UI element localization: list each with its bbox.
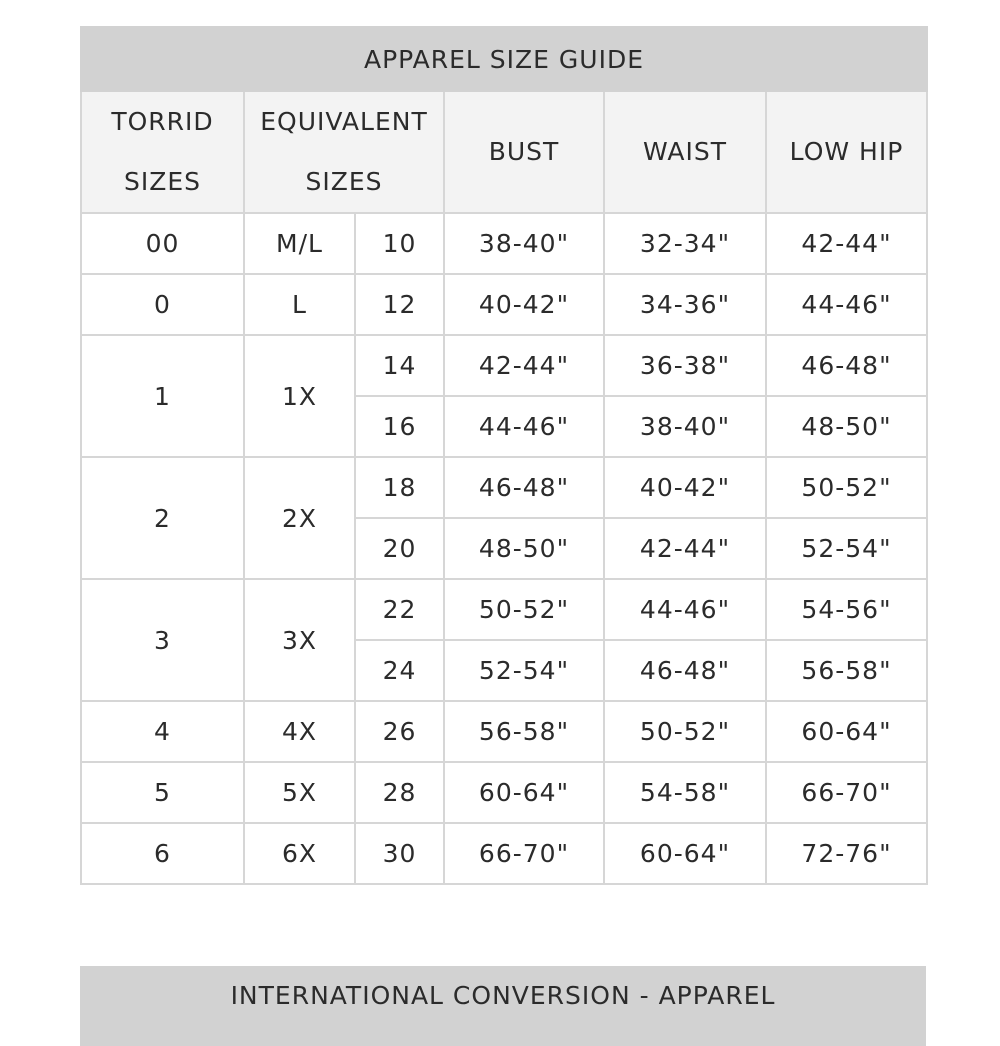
table-row bbox=[81, 213, 927, 274]
waist-cell: 50-52" bbox=[604, 701, 766, 762]
equivalent-letter-cell: 5X bbox=[244, 762, 355, 823]
bust-cell: 48-50" bbox=[444, 518, 604, 579]
table-row bbox=[81, 274, 927, 335]
bust-cell: 38-40" bbox=[444, 213, 604, 274]
international-conversion-banner: INTERNATIONAL CONVERSION - APPAREL bbox=[80, 966, 926, 1046]
header-torrid-sizes: TORRID SIZES bbox=[81, 91, 244, 213]
waist-cell: 42-44" bbox=[604, 518, 766, 579]
header-low-hip: LOW HIP bbox=[766, 91, 927, 213]
waist-cell: 44-46" bbox=[604, 579, 766, 640]
bust-cell: 42-44" bbox=[444, 335, 604, 396]
equivalent-number-cell: 12 bbox=[355, 274, 444, 335]
waist-cell: 32-34" bbox=[604, 213, 766, 274]
table-row bbox=[81, 762, 927, 823]
bust-cell: 60-64" bbox=[444, 762, 604, 823]
bust-cell: 52-54" bbox=[444, 640, 604, 701]
bust-cell: 50-52" bbox=[444, 579, 604, 640]
waist-cell: 60-64" bbox=[604, 823, 766, 884]
low-hip-cell: 52-54" bbox=[766, 518, 927, 579]
waist-cell: 46-48" bbox=[604, 640, 766, 701]
torrid-size-cell: 6 bbox=[81, 823, 244, 884]
low-hip-cell: 46-48" bbox=[766, 335, 927, 396]
waist-cell: 40-42" bbox=[604, 457, 766, 518]
table-header-row bbox=[81, 91, 927, 213]
low-hip-cell: 54-56" bbox=[766, 579, 927, 640]
equivalent-letter-cell: 4X bbox=[244, 701, 355, 762]
low-hip-cell: 72-76" bbox=[766, 823, 927, 884]
low-hip-cell: 60-64" bbox=[766, 701, 927, 762]
bust-cell: 40-42" bbox=[444, 274, 604, 335]
equivalent-letter-cell: 1X bbox=[244, 335, 355, 457]
table-title-row bbox=[81, 27, 927, 91]
header-waist: WAIST bbox=[604, 91, 766, 213]
torrid-size-cell: 1 bbox=[81, 335, 244, 457]
bust-cell: 66-70" bbox=[444, 823, 604, 884]
equivalent-letter-cell: 6X bbox=[244, 823, 355, 884]
waist-cell: 36-38" bbox=[604, 335, 766, 396]
torrid-size-cell: 3 bbox=[81, 579, 244, 701]
header-equivalent-sizes: EQUIVALENT SIZES bbox=[244, 91, 444, 213]
equivalent-letter-cell: L bbox=[244, 274, 355, 335]
torrid-size-cell: 5 bbox=[81, 762, 244, 823]
table-row bbox=[81, 579, 927, 640]
low-hip-cell: 56-58" bbox=[766, 640, 927, 701]
torrid-size-cell: 00 bbox=[81, 213, 244, 274]
equivalent-number-cell: 10 bbox=[355, 213, 444, 274]
equivalent-number-cell: 20 bbox=[355, 518, 444, 579]
equivalent-number-cell: 18 bbox=[355, 457, 444, 518]
low-hip-cell: 50-52" bbox=[766, 457, 927, 518]
low-hip-cell: 42-44" bbox=[766, 213, 927, 274]
table-row bbox=[81, 701, 927, 762]
bust-cell: 56-58" bbox=[444, 701, 604, 762]
equivalent-letter-cell: M/L bbox=[244, 213, 355, 274]
table-row bbox=[81, 457, 927, 518]
apparel-size-table bbox=[80, 26, 928, 885]
equivalent-number-cell: 30 bbox=[355, 823, 444, 884]
low-hip-cell: 48-50" bbox=[766, 396, 927, 457]
equivalent-number-cell: 28 bbox=[355, 762, 444, 823]
low-hip-cell: 44-46" bbox=[766, 274, 927, 335]
equivalent-number-cell: 16 bbox=[355, 396, 444, 457]
bust-cell: 44-46" bbox=[444, 396, 604, 457]
equivalent-letter-cell: 2X bbox=[244, 457, 355, 579]
bust-cell: 46-48" bbox=[444, 457, 604, 518]
equivalent-number-cell: 22 bbox=[355, 579, 444, 640]
table-row bbox=[81, 335, 927, 396]
equivalent-number-cell: 14 bbox=[355, 335, 444, 396]
torrid-size-cell: 0 bbox=[81, 274, 244, 335]
waist-cell: 54-58" bbox=[604, 762, 766, 823]
torrid-size-cell: 4 bbox=[81, 701, 244, 762]
equivalent-letter-cell: 3X bbox=[244, 579, 355, 701]
table-title: APPAREL SIZE GUIDE bbox=[81, 27, 927, 91]
equivalent-number-cell: 24 bbox=[355, 640, 444, 701]
header-bust: BUST bbox=[444, 91, 604, 213]
equivalent-number-cell: 26 bbox=[355, 701, 444, 762]
torrid-size-cell: 2 bbox=[81, 457, 244, 579]
waist-cell: 38-40" bbox=[604, 396, 766, 457]
table-row bbox=[81, 823, 927, 884]
low-hip-cell: 66-70" bbox=[766, 762, 927, 823]
waist-cell: 34-36" bbox=[604, 274, 766, 335]
